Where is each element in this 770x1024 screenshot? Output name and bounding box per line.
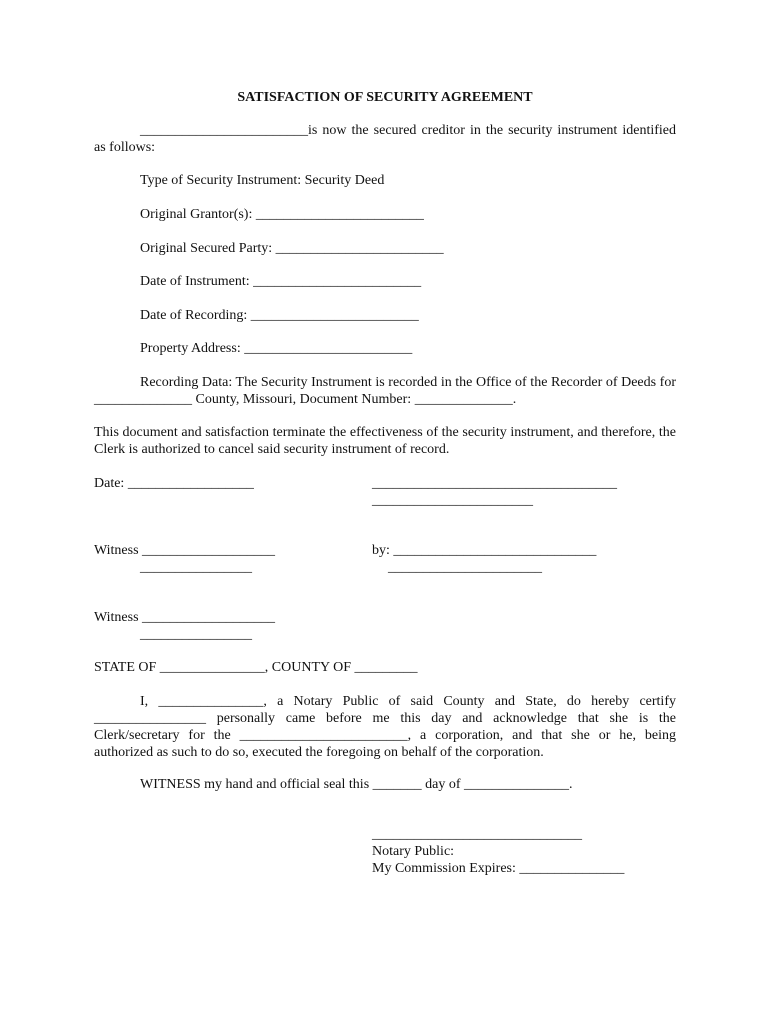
field-date-of-recording: Date of Recording: ________________________ — [140, 308, 419, 323]
notary-paragraph: I, _______________, a Notary Public of said County and State, do hereby certify ________________ personally came before me this day and acknowledge that she is the Clerk/secretary for the ________________________, a corporation, and that she or he, being authorized as such to do so, executed the foregoing on behalf of the corporation. — [94, 694, 676, 760]
recording-data-paragraph: Recording Data: The Security Instrument is recorded in the Office of the Recorder of Deeds for ______________ County, Missouri, Document Number: ______________. — [94, 375, 676, 407]
field-original-secured-party: Original Secured Party: ________________________ — [140, 241, 444, 256]
witness-1-label: Witness ___________________ — [94, 543, 276, 558]
termination-paragraph: This document and satisfaction terminate the effectiveness of the security instrument, and therefore, the Clerk is authorized to cancel said security instrument of record. — [94, 425, 676, 457]
document-title: SATISFACTION OF SECURITY AGREEMENT — [237, 90, 533, 105]
field-date-of-instrument: Date of Instrument: ________________________ — [140, 274, 422, 289]
intro-paragraph: ________________________is now the secured creditor in the security instrument identified as follows: — [94, 123, 676, 155]
commission-expires-label: My Commission Expires: _______________ — [372, 861, 625, 876]
witness-seal-line: WITNESS my hand and official seal this _______ day of _______________. — [140, 777, 573, 792]
field-original-grantor: Original Grantor(s): ________________________ — [140, 207, 424, 222]
by-line: ______________________ — [388, 560, 542, 575]
witness-2-line: ________________ — [140, 627, 252, 642]
by-label: by: _____________________________ — [372, 543, 597, 558]
state-county-line: STATE OF _______________, COUNTY OF _________ — [94, 660, 418, 675]
field-instrument-type: Type of Security Instrument: Security Deed — [140, 173, 385, 188]
witness-1-line: ________________ — [140, 560, 252, 575]
field-property-address: Property Address: ________________________ — [140, 341, 413, 356]
signature-line-1: ___________________________________ — [372, 476, 617, 491]
notary-signature-line: ______________________________ — [372, 827, 582, 842]
date-line: Date: __________________ — [94, 476, 254, 491]
witness-2-label: Witness ___________________ — [94, 610, 276, 625]
notary-public-label: Notary Public: — [372, 844, 455, 859]
signature-line-2: _______________________ — [372, 493, 533, 508]
